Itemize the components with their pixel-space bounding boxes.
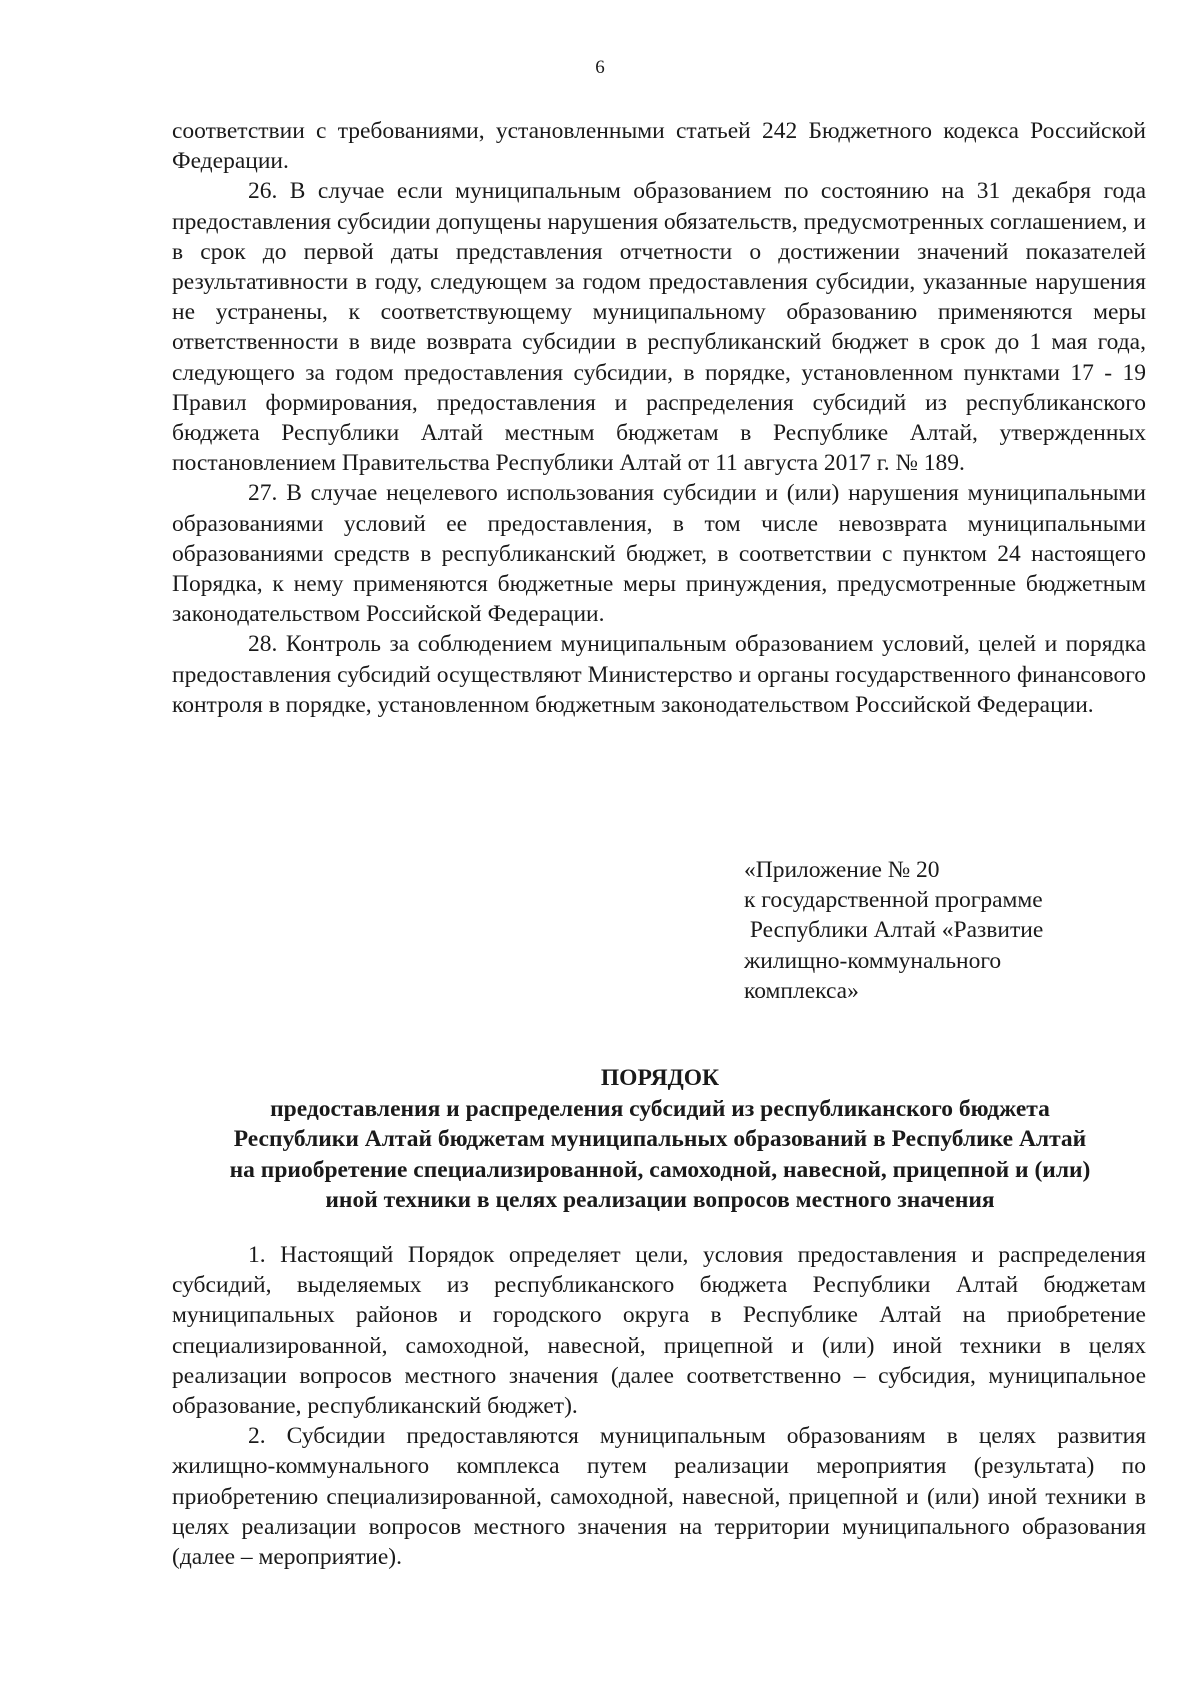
appendix-line: к государственной программе	[744, 887, 1043, 914]
title-line: иной техники в целях реализации вопросов местного значения	[325, 1187, 995, 1213]
appendix-note	[744, 855, 1164, 1006]
title-line: Республики Алтай бюджетам муниципальных образований в Республике Алтай	[233, 1126, 1087, 1152]
title-line: предоставления и распределения субсидий из республиканского бюджета	[270, 1095, 1050, 1122]
title-heading: ПОРЯДОК	[600, 1065, 720, 1091]
appendix-line: Республики Алтай «Развитие	[744, 917, 1044, 944]
paragraph-1: 1. Настоящий Порядок определяет цели, условия предоставления и распределения субсидий, выделяемых из республиканского бюджета Республики Алтай бюджетам муниципальных районов и городского округа в Республике Алтай на приобретение специализированной, самоходной, навесной, прицепной и (или) иной техники в целях реализации вопросов местного значения (далее соответственно – субсидия, муниципальное образование, республиканский бюджет).	[172, 1242, 1146, 1420]
appendix-line: комплекса»	[744, 977, 859, 1004]
paragraph-27: 27. В случае нецелевого использования субсидии и (или) нарушения муниципальными образованиями условий ее предоставления, в том числе невозврата муниципальными образованиями средств в республиканский бюджет, в соответствии с пунктом 24 настоящего Порядка, к нему применяются бюджетные меры принуждения, предусмотренные бюджетным законодательством Российской Федерации.	[172, 480, 1146, 628]
paragraph-26: 26. В случае если муниципальным образованием по состоянию на 31 декабря года предоставления субсидии допущены нарушения обязательств, предусмотренных соглашением, и в срок до первой даты представления отчетности о достижении значений показателей результативности в году, следующем за годом предоставления субсидии, указанные нарушения не устранены, к соответствующему муниципальному образованию применяются меры ответственности в виде возврата субсидии в республиканский бюджет в срок до 1 мая года, следующего за годом предоставления субсидии, в порядке, установленном пунктами 17 - 19 Правил формирования, предоставления и распределения субсидий из республиканского бюджета Республики Алтай местным бюджетам в Республике Алтай, утвержденных постановлением Правительства Республики Алтай от 11 августа 2017 г. № 189.	[172, 178, 1146, 477]
appendix-line: жилищно-коммунального	[744, 947, 1002, 974]
document-title	[150, 1063, 1170, 1216]
appendix-line: «Приложение № 20	[744, 857, 940, 883]
body-text-top	[172, 116, 1146, 720]
paragraph-continuation: соответствии с требованиями, установленными статьей 242 Бюджетного кодекса Российской Федерации.	[172, 118, 1146, 175]
paragraph-28: 28. Контроль за соблюдением муниципальным образованием условий, целей и порядка предоставления субсидий осуществляют Министерство и органы государственного финансового контроля в порядке, установленном бюджетным законодательством Российской Федерации.	[172, 631, 1146, 718]
body-text-bottom	[172, 1240, 1146, 1572]
paragraph-2: 2. Субсидии предоставляются муниципальным образованиям в целях развития жилищно-коммунального комплекса путем реализации мероприятия (результата) по приобретению специализированной, самоходной, навесной, прицепной и (или) иной техники в целях реализации вопросов местного значения на территории муниципального образования (далее – мероприятие).	[172, 1423, 1146, 1571]
title-line: на приобретение специализированной, самоходной, навесной, прицепной и (или)	[229, 1156, 1091, 1183]
page-number: 6	[595, 57, 605, 78]
